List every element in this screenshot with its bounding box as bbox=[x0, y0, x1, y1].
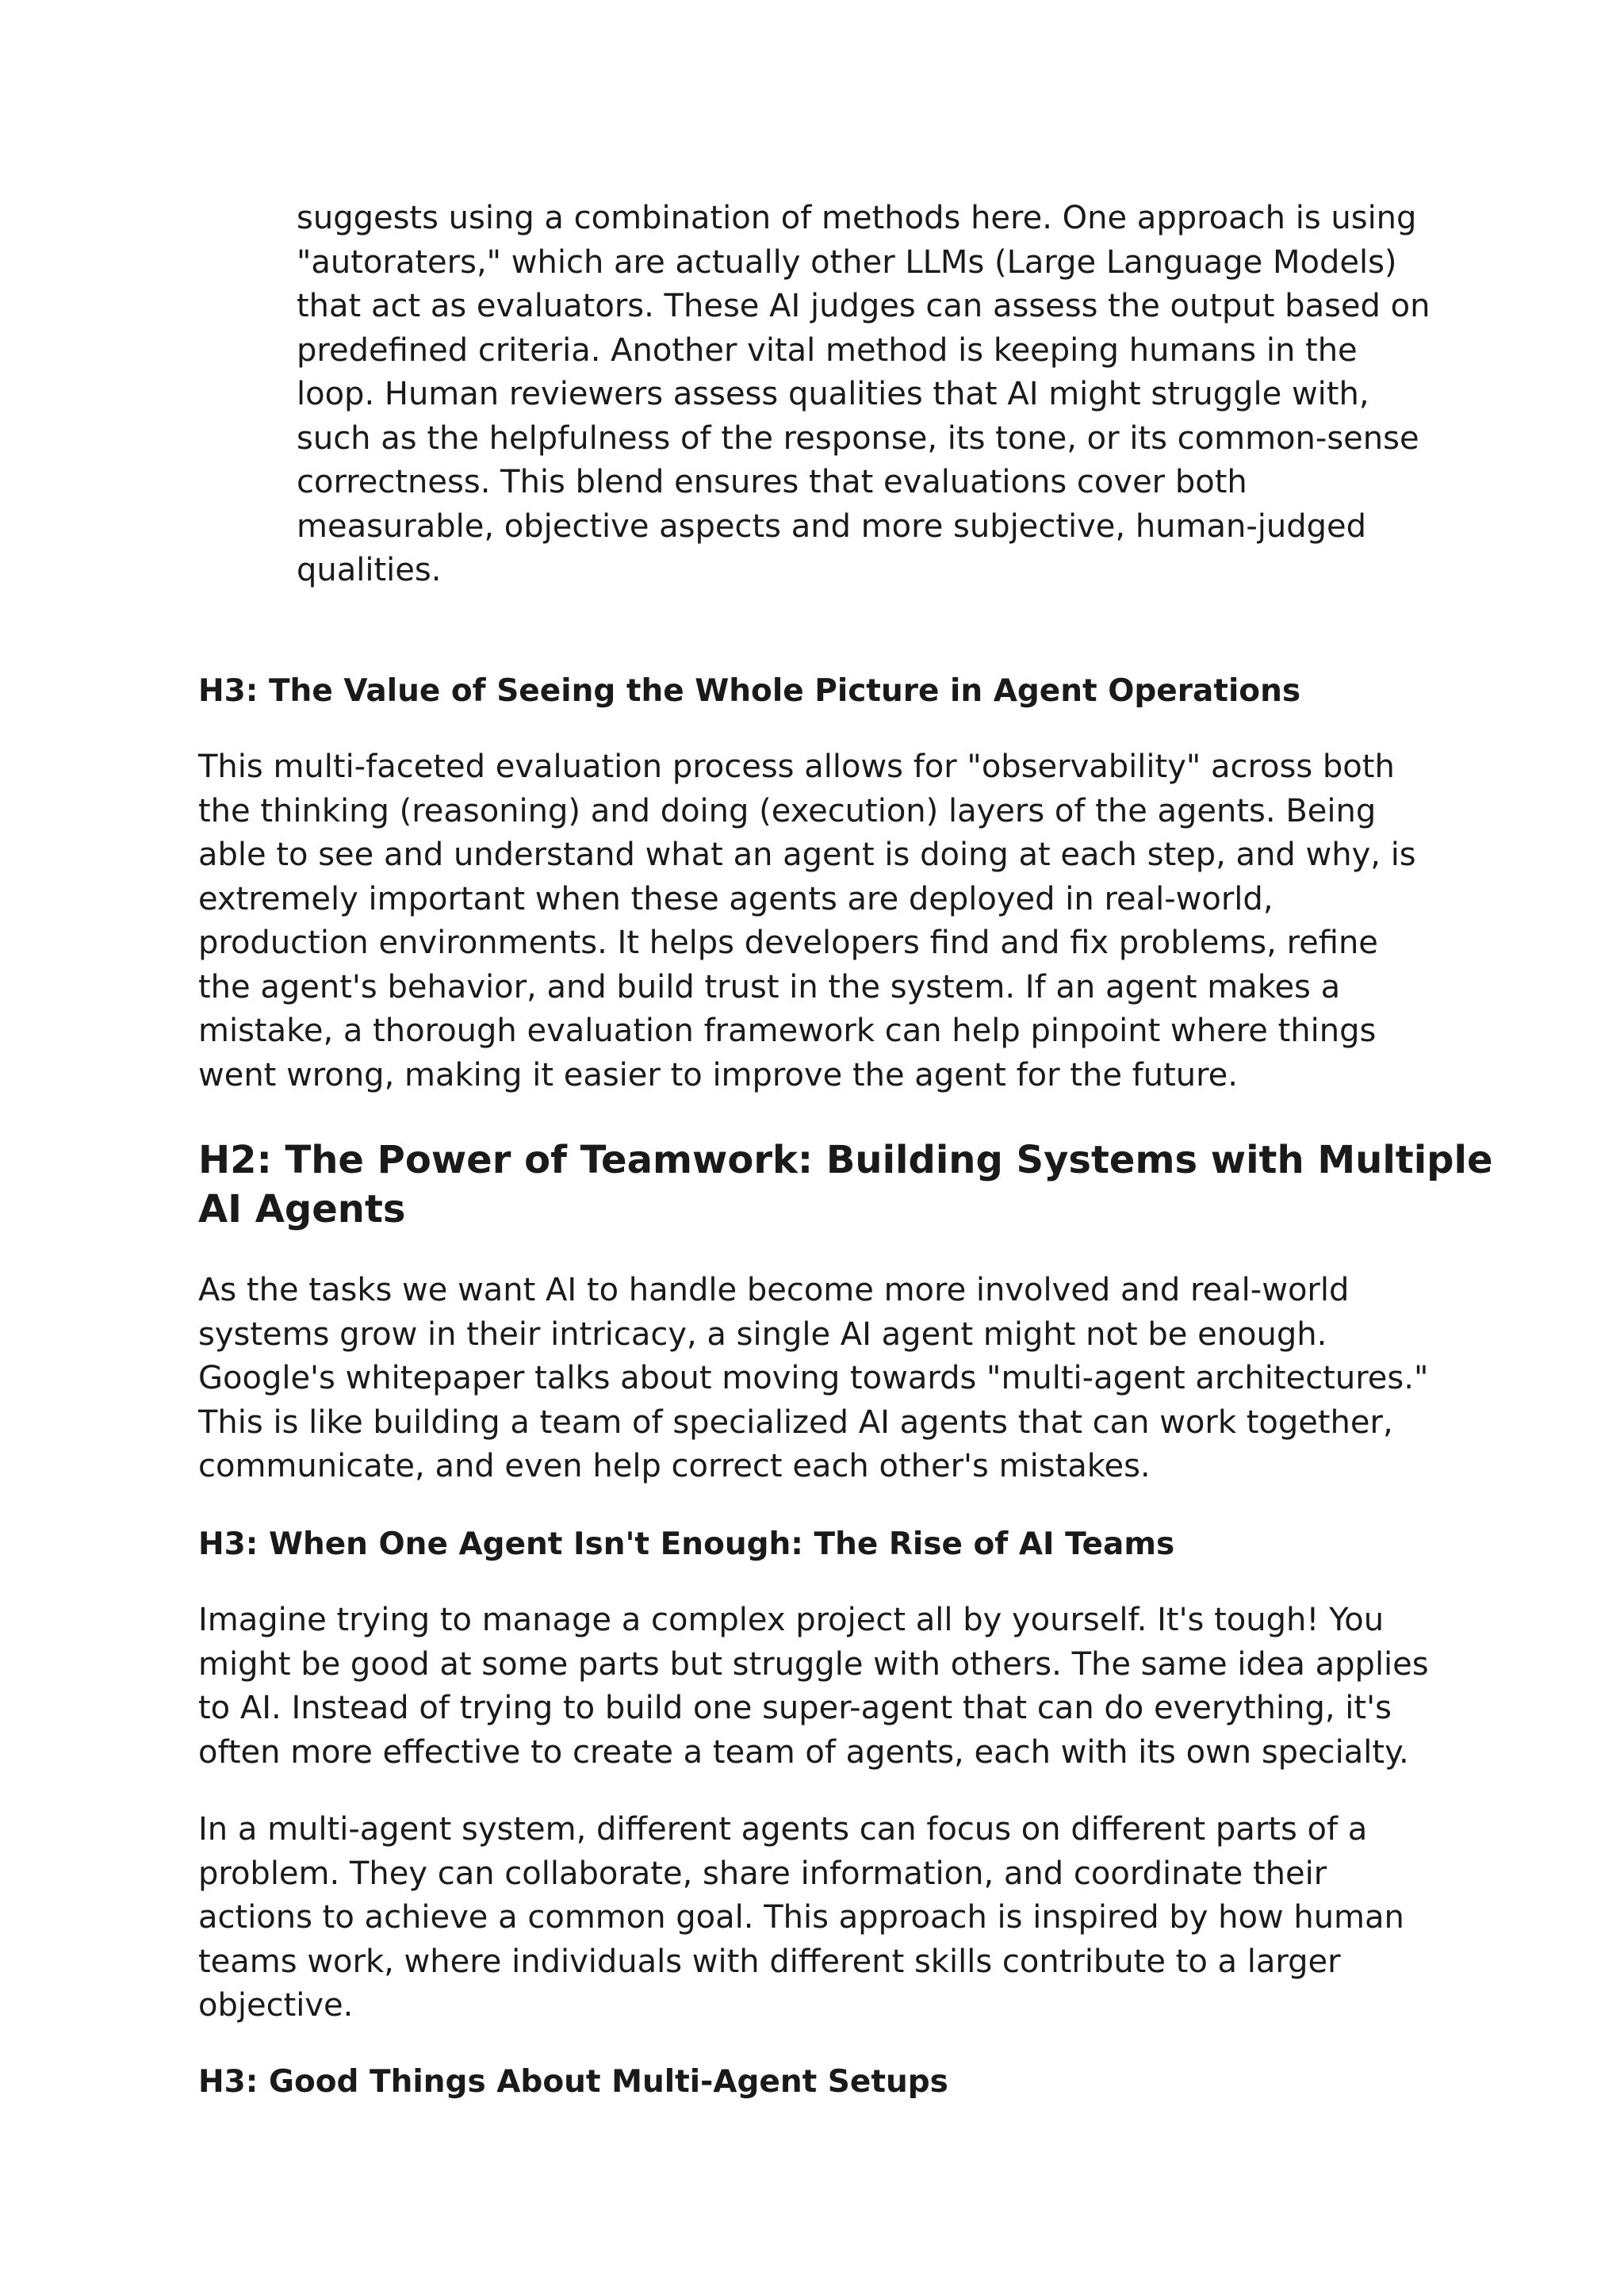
heading-ai-teams: H3: When One Agent Isn't Enough: The Rise of AI Teams bbox=[198, 1526, 1175, 1562]
text-line: loop. Human reviewers assess qualities that AI might struggle with, bbox=[297, 376, 1369, 412]
text-line: This is like building a team of specialized AI agents that can work together, bbox=[198, 1404, 1393, 1441]
text-line: extremely important when these agents are deployed in real-world, bbox=[198, 880, 1274, 917]
text-line: might be good at some parts but struggle with others. The same idea applies bbox=[198, 1645, 1429, 1683]
text-line: actions to achieve a common goal. This approach is inspired by how human bbox=[198, 1899, 1404, 1936]
heading-observability: H3: The Value of Seeing the Whole Picture in Agent Operations bbox=[198, 673, 1301, 709]
text-line: suggests using a combination of methods here. One approach is using bbox=[297, 200, 1417, 236]
text-line: objective. bbox=[198, 1987, 354, 2024]
text-line: production environments. It helps developers find and fix problems, refine bbox=[198, 925, 1378, 961]
text-line: the agent's behavior, and build trust in the system. If an agent makes a bbox=[198, 968, 1341, 1005]
text-line: correctness. This blend ensures that evaluations cover both bbox=[297, 464, 1247, 500]
continued-paragraph bbox=[297, 197, 1430, 593]
ai-teams-paragraph-1 bbox=[198, 1599, 1429, 1775]
text-line: such as the helpfulness of the response, its tone, or its common-sense bbox=[297, 419, 1419, 457]
text-line: problem. They can collaborate, share information, and coordinate their bbox=[198, 1855, 1327, 1892]
heading-line: AI Agents bbox=[198, 1187, 406, 1231]
text-line: systems grow in their intricacy, a single AI agent might not be enough. bbox=[198, 1316, 1327, 1353]
text-line: Google's whitepaper talks about moving towards "multi-agent architectures." bbox=[198, 1360, 1429, 1396]
text-line: often more effective to create a team of agents, each with its own specialty. bbox=[198, 1733, 1409, 1771]
text-line: went wrong, making it easier to improve the agent for the future. bbox=[198, 1056, 1238, 1093]
text-line: Imagine trying to manage a complex project all by yourself. It's tough! You bbox=[198, 1602, 1385, 1638]
text-line: mistake, a thorough evaluation framework can help pinpoint where things bbox=[198, 1013, 1377, 1049]
heading-teamwork bbox=[198, 1136, 1493, 1234]
text-line: As the tasks we want AI to handle become more involved and real-world bbox=[198, 1272, 1350, 1308]
text-line: In a multi-agent system, different agents can focus on different parts of a bbox=[198, 1811, 1368, 1848]
text-line: This multi-faceted evaluation process allows for "observability" across both bbox=[198, 749, 1395, 785]
heading-good-things: H3: Good Things About Multi-Agent Setups bbox=[198, 2064, 948, 2100]
ai-teams-paragraph-2 bbox=[198, 1808, 1404, 2028]
observability-paragraph bbox=[198, 745, 1416, 1097]
text-line: predefined criteria. Another vital method is keeping humans in the bbox=[297, 331, 1358, 369]
heading-line: H2: The Power of Teamwork: Building Systems with Multiple bbox=[198, 1138, 1493, 1182]
text-line: teams work, where individuals with different skills contribute to a larger bbox=[198, 1943, 1341, 1980]
text-line: that act as evaluators. These AI judges can assess the output based on bbox=[297, 288, 1431, 324]
text-line: measurable, objective aspects and more subjective, human-judged bbox=[297, 507, 1367, 545]
text-line: the thinking (reasoning) and doing (execution) layers of the agents. Being bbox=[198, 792, 1377, 829]
teamwork-paragraph bbox=[198, 1269, 1428, 1489]
text-line: able to see and understand what an agent is doing at each step, and why, is bbox=[198, 837, 1416, 873]
text-line: qualities. bbox=[297, 552, 442, 588]
text-line: to AI. Instead of trying to build one super-agent that can do everything, it's bbox=[198, 1690, 1392, 1726]
text-line: communicate, and even help correct each other's mistakes. bbox=[198, 1448, 1151, 1484]
text-line: "autoraters," which are actually other LLMs (Large Language Models) bbox=[297, 243, 1397, 281]
